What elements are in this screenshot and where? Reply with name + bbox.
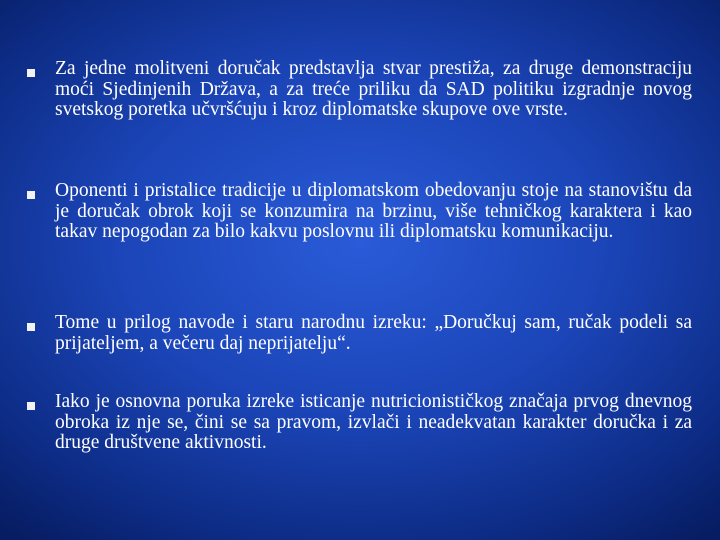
- bullet-text: Tome u prilog navode i staru narodnu izreku: „Doručkuj sam, ručak podeli sa prijateljem, a večeru daj neprijatelju“.: [55, 312, 692, 354]
- square-bullet-icon: [27, 69, 35, 77]
- square-bullet-icon: [27, 191, 35, 199]
- square-bullet-icon: [27, 323, 35, 331]
- bullet-text: Iako je osnovna poruka izreke isticanje nutricionističkog značaja prvog dnevnog obroka iz nje se, čini se sa pravom, izvlači i neadekvatan karakter doručka i za druge društvene aktivnosti.: [55, 391, 692, 453]
- bullet-text: Za jedne molitveni doručak predstavlja stvar prestiža, za druge demonstraciju moći Sjedinjenih Država, a za treće priliku da SAD politiku izgradnje novog svetskog poretka učvršćuju i kroz diplomatske skupove ove vrste.: [55, 58, 692, 120]
- square-bullet-icon: [27, 402, 35, 410]
- bullet-text: Oponenti i pristalice tradicije u diplomatskom obedovanju stoje na stanovištu da je doručak obrok koji se konzumira na brzinu, više tehničkog karaktera i kao takav nepogodan za bilo kakvu poslovnu ili diplomatsku komunikaciju.: [55, 180, 692, 242]
